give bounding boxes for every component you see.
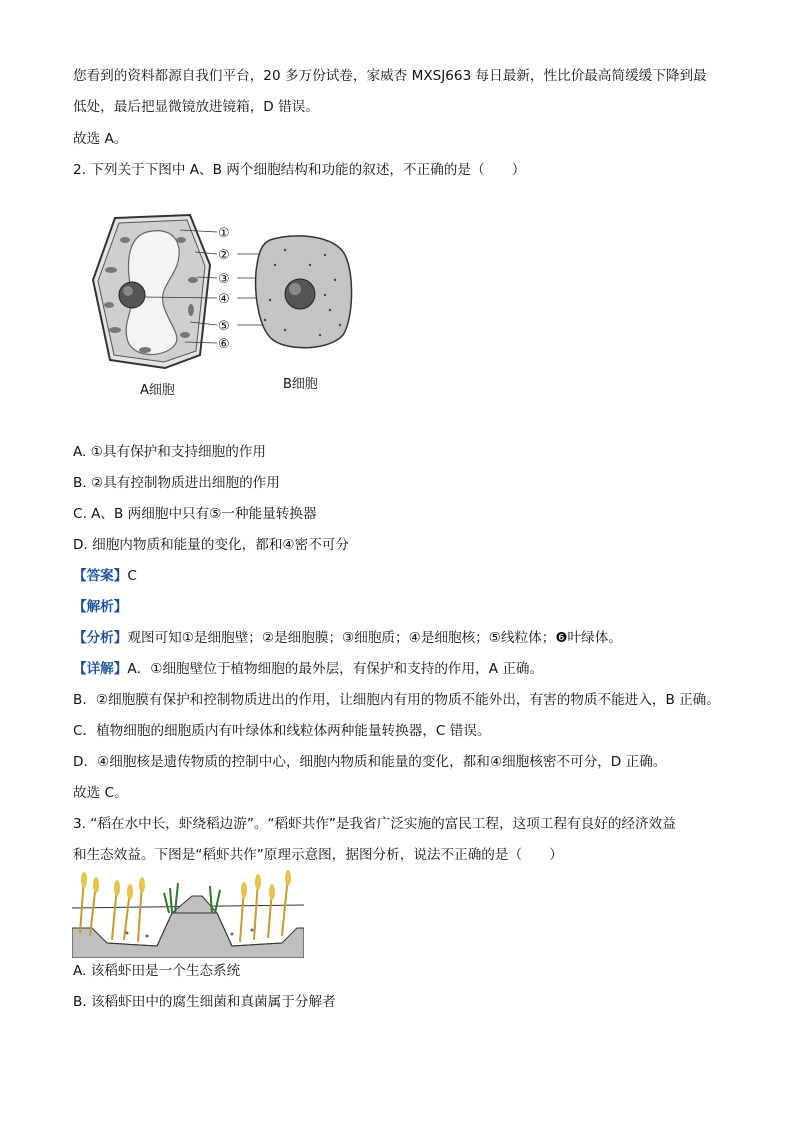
intro-answer: 故选 A。 bbox=[73, 131, 128, 147]
q2-xiangjie-a bbox=[73, 659, 543, 679]
xiangjie-a-text: A．①细胞壁位于植物细胞的最外层，有保护和支持的作用，A 正确。 bbox=[127, 661, 544, 677]
q3-stem-2: 和生态效益。下图是“稻虾共作”原理示意图，据图分析，说法不正确的是（ ） bbox=[73, 847, 563, 863]
q2-analysis bbox=[73, 597, 127, 617]
rice-shrimp-diagram bbox=[72, 868, 304, 958]
q2-option-b: B. ②具有控制物质进出细胞的作用 bbox=[73, 475, 280, 491]
q2-stem: 2. 下列关于下图中 A、B 两个细胞结构和功能的叙述，不正确的是（ ） bbox=[73, 162, 526, 178]
plant-nucleus bbox=[119, 282, 145, 308]
q2-answer bbox=[73, 566, 137, 586]
label-3: ③ bbox=[218, 272, 230, 287]
label-6: ⑥ bbox=[218, 337, 230, 352]
answer-tag: 【答案】 bbox=[73, 568, 128, 584]
q3-option-a: A. 该稻虾田是一个生态系统 bbox=[73, 963, 241, 979]
q2-option-d: D. 细胞内物质和能量的变化，都和④密不可分 bbox=[73, 537, 349, 553]
fenxi-text: 观图可知①是细胞壁；②是细胞膜；③细胞质；④是细胞核；⑤线粒体；❻叶绿体。 bbox=[127, 630, 622, 646]
q2-xiangjie-d: D．④细胞核是遗传物质的控制中心，细胞内物质和能量的变化，都和④细胞核密不可分，D 正确。 bbox=[73, 754, 667, 770]
cell-diagram bbox=[85, 210, 365, 405]
caption-b: B细胞 bbox=[283, 377, 318, 392]
q3-stem-1: 3. “稻在水中长，虾绕稻边游”。“稻虾共作”是我省广泛实施的富民工程，这项工程有良好的经济效益 bbox=[73, 816, 676, 832]
analysis-tag: 【解析】 bbox=[73, 599, 128, 615]
label-5: ⑤ bbox=[218, 319, 230, 334]
q2-xiangjie-b: B．②细胞膜有保护和控制物质进出的作用，让细胞内有用的物质不能外出，有害的物质不能进入，B 正确。 bbox=[73, 692, 720, 708]
q2-option-a: A. ①具有保护和支持细胞的作用 bbox=[73, 444, 267, 460]
animal-nucleus bbox=[285, 279, 315, 309]
intro-line-2: 低处，最后把显微镜放进镜箱，D 错误。 bbox=[73, 99, 319, 115]
fenxi-tag: 【分析】 bbox=[73, 630, 128, 646]
q2-xiangjie-c: C．植物细胞的细胞质内有叶绿体和线粒体两种能量转换器，C 错误。 bbox=[73, 723, 491, 739]
answer-value: C bbox=[127, 568, 137, 584]
intro-line-1: 您看到的资料都源自我们平台，20 多万份试卷，家威杏 MXSJ663 每日最新，性比价最高简缓缓下降到最 bbox=[73, 68, 707, 84]
label-4: ④ bbox=[218, 292, 230, 307]
caption-a: A细胞 bbox=[140, 383, 175, 398]
q3-option-b: B. 该稻虾田中的腐生细菌和真菌属于分解者 bbox=[73, 994, 336, 1010]
xiangjie-tag: 【详解】 bbox=[73, 661, 128, 677]
label-2: ② bbox=[218, 248, 230, 263]
q2-option-c: C. A、B 两细胞中只有⑤一种能量转换器 bbox=[73, 506, 317, 522]
q2-fenxi bbox=[73, 628, 622, 648]
q2-conclusion: 故选 C。 bbox=[73, 785, 128, 801]
label-1: ① bbox=[218, 226, 230, 241]
